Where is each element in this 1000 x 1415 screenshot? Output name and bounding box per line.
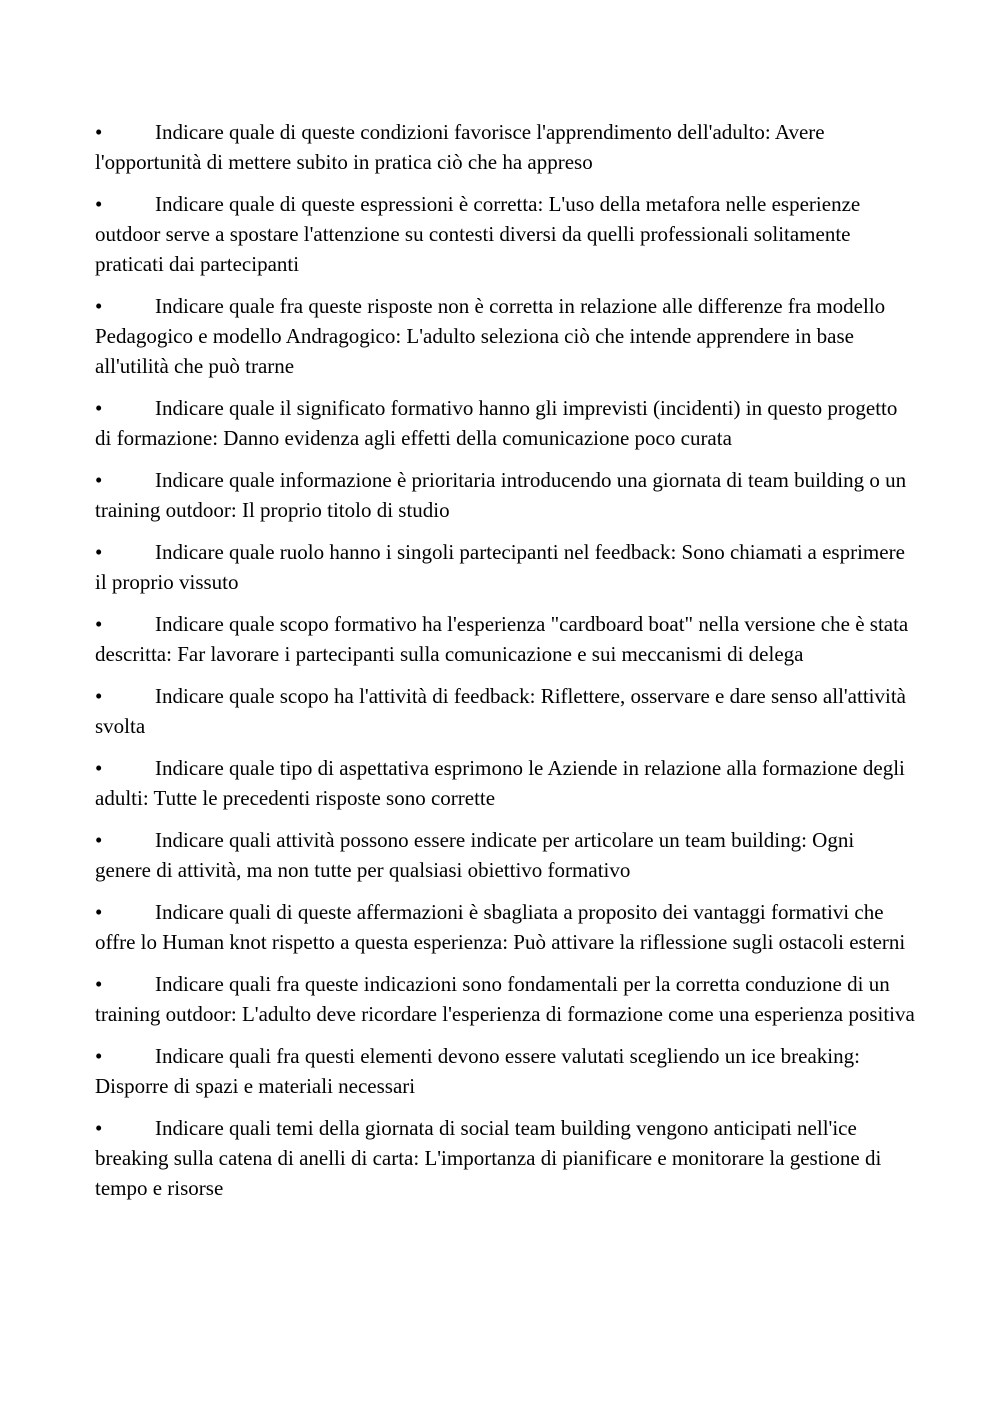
bullet-marker: • [95, 828, 103, 852]
list-item-text: Indicare quale tipo di aspettativa esprimono le Aziende in relazione alla formazione degli adulti: Tutte le precedenti risposte sono corrette [95, 756, 905, 810]
bullet-marker: • [95, 612, 103, 636]
list-item [95, 1041, 915, 1101]
bullet-marker: • [95, 192, 103, 216]
list-item-text: Indicare quali fra questi elementi devono essere valutati scegliendo un ice breaking: Disporre di spazi e materiali necessari [95, 1044, 860, 1098]
list-item-text: Indicare quale il significato formativo hanno gli imprevisti (incidenti) in questo progetto di formazione: Danno evidenza agli effetti della comunicazione poco curata [95, 396, 898, 450]
list-item [95, 609, 915, 669]
bullet-marker: • [95, 1116, 103, 1140]
list-item [95, 465, 915, 525]
bullet-marker: • [95, 120, 103, 144]
list-item-text: Indicare quale di queste espressioni è corretta: L'uso della metafora nelle esperienze outdoor serve a spostare l'attenzione su contesti diversi da quelli professionali solitamente praticati dai partecipanti [95, 192, 861, 276]
bullet-marker: • [95, 972, 103, 996]
list-item [95, 537, 915, 597]
list-item [95, 753, 915, 813]
bullet-marker: • [95, 756, 103, 780]
list-item [95, 825, 915, 885]
list-item [95, 897, 915, 957]
list-item-text: Indicare quale scopo ha l'attività di feedback: Riflettere, osservare e dare senso all'attività svolta [95, 684, 906, 738]
bullet-marker: • [95, 294, 103, 318]
list-item [95, 117, 915, 177]
list-item [95, 291, 915, 381]
list-item-text: Indicare quali attività possono essere indicate per articolare un team building: Ogni genere di attività, ma non tutte per qualsiasi obiettivo formativo [95, 828, 855, 882]
bullet-marker: • [95, 468, 103, 492]
list-item [95, 681, 915, 741]
list-item-text: Indicare quali temi della giornata di social team building vengono anticipati nell'ice breaking sulla catena di anelli di carta: L'importanza di pianificare e monitorare la gestione di tempo e risorse [95, 1116, 882, 1200]
list-item-text: Indicare quale ruolo hanno i singoli partecipanti nel feedback: Sono chiamati a esprimere il proprio vissuto [95, 540, 905, 594]
list-item-text: Indicare quale informazione è prioritaria introducendo una giornata di team building o un training outdoor: Il proprio titolo di studio [95, 468, 907, 522]
bullet-marker: • [95, 900, 103, 924]
bullet-marker: • [95, 684, 103, 708]
list-item-text: Indicare quale fra queste risposte non è corretta in relazione alle differenze fra modello Pedagogico e modello Andragogico: L'adulto seleziona ciò che intende apprendere in base all'utilità che può trarne [95, 294, 886, 378]
list-item-text: Indicare quali di queste affermazioni è sbagliata a proposito dei vantaggi formativi che offre lo Human knot rispetto a questa esperienza: Può attivare la riflessione sugli ostacoli esterni [95, 900, 906, 954]
bullet-list [95, 117, 915, 1215]
list-item-text: Indicare quali fra queste indicazioni sono fondamentali per la corretta conduzione di un training outdoor: L'adulto deve ricordare l'esperienza di formazione come una esperienza positiva [95, 972, 915, 1026]
list-item-text: Indicare quale di queste condizioni favorisce l'apprendimento dell'adulto: Avere l'opportunità di mettere subito in pratica ciò che ha appreso [95, 120, 825, 174]
bullet-marker: • [95, 1044, 103, 1068]
list-item-text: Indicare quale scopo formativo ha l'esperienza "cardboard boat" nella versione che è stata descritta: Far lavorare i partecipanti sulla comunicazione e sui meccanismi di delega [95, 612, 909, 666]
bullet-marker: • [95, 396, 103, 420]
list-item [95, 969, 915, 1029]
bullet-marker: • [95, 540, 103, 564]
list-item [95, 1113, 915, 1203]
list-item [95, 189, 915, 279]
list-item [95, 393, 915, 453]
